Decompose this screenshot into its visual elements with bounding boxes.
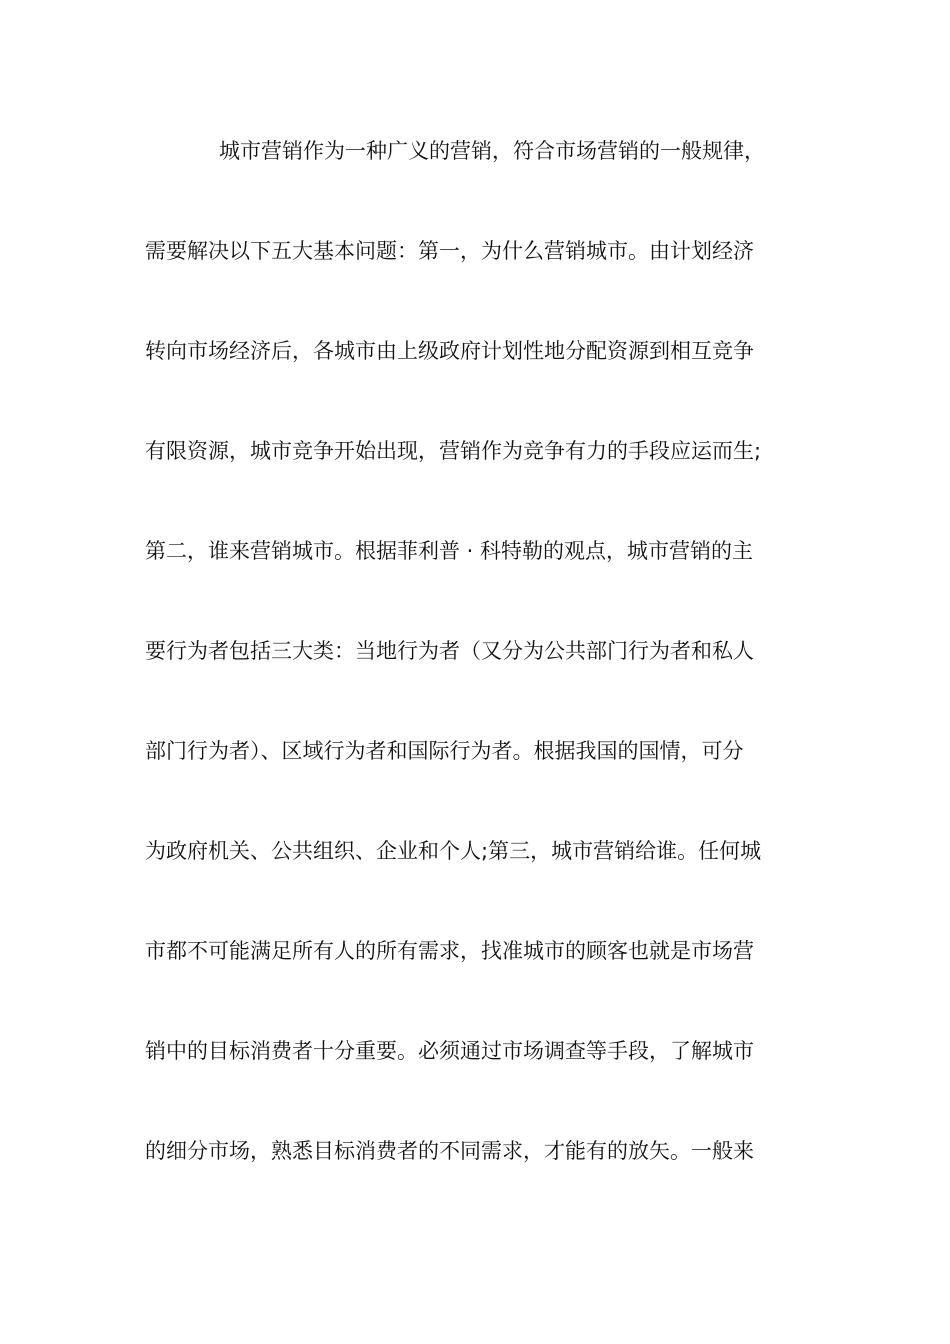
paragraph-line-6: 要行为者包括三大类：当地行为者（又分为公共部门行为者和私人 [145, 639, 754, 663]
paragraph-line-11: 的细分市场，熟悉目标消费者的不同需求，才能有的放矢。一般来 [145, 1139, 754, 1163]
paragraph-line-7: 部门行为者）、区域行为者和国际行为者。根据我国的国情，可分 [145, 739, 744, 763]
paragraph-line-4: 有限资源，城市竞争开始出现，营销作为竞争有力的手段应运而生; [145, 439, 762, 463]
paragraph-line-8: 为政府机关、公共组织、企业和个人;第三，城市营销给谁。任何城 [145, 839, 762, 863]
paragraph-line-9: 市都不可能满足所有人的所有需求，找准城市的顾客也就是市场营 [145, 939, 754, 963]
paragraph-line-2: 需要解决以下五大基本问题：第一，为什么营销城市。由计划经济 [145, 239, 754, 263]
paragraph-line-1: 城市营销作为一种广义的营销，符合市场营销的一般规律， [219, 139, 765, 163]
paragraph-line-3: 转向市场经济后，各城市由上级政府计划性地分配资源到相互竞争 [145, 339, 754, 363]
paragraph-line-5: 第二，谁来营销城市。根据菲利普 · 科特勒的观点，城市营销的主 [145, 539, 754, 563]
paragraph-line-10: 销中的目标消费者十分重要。必须通过市场调查等手段，了解城市 [145, 1039, 754, 1063]
